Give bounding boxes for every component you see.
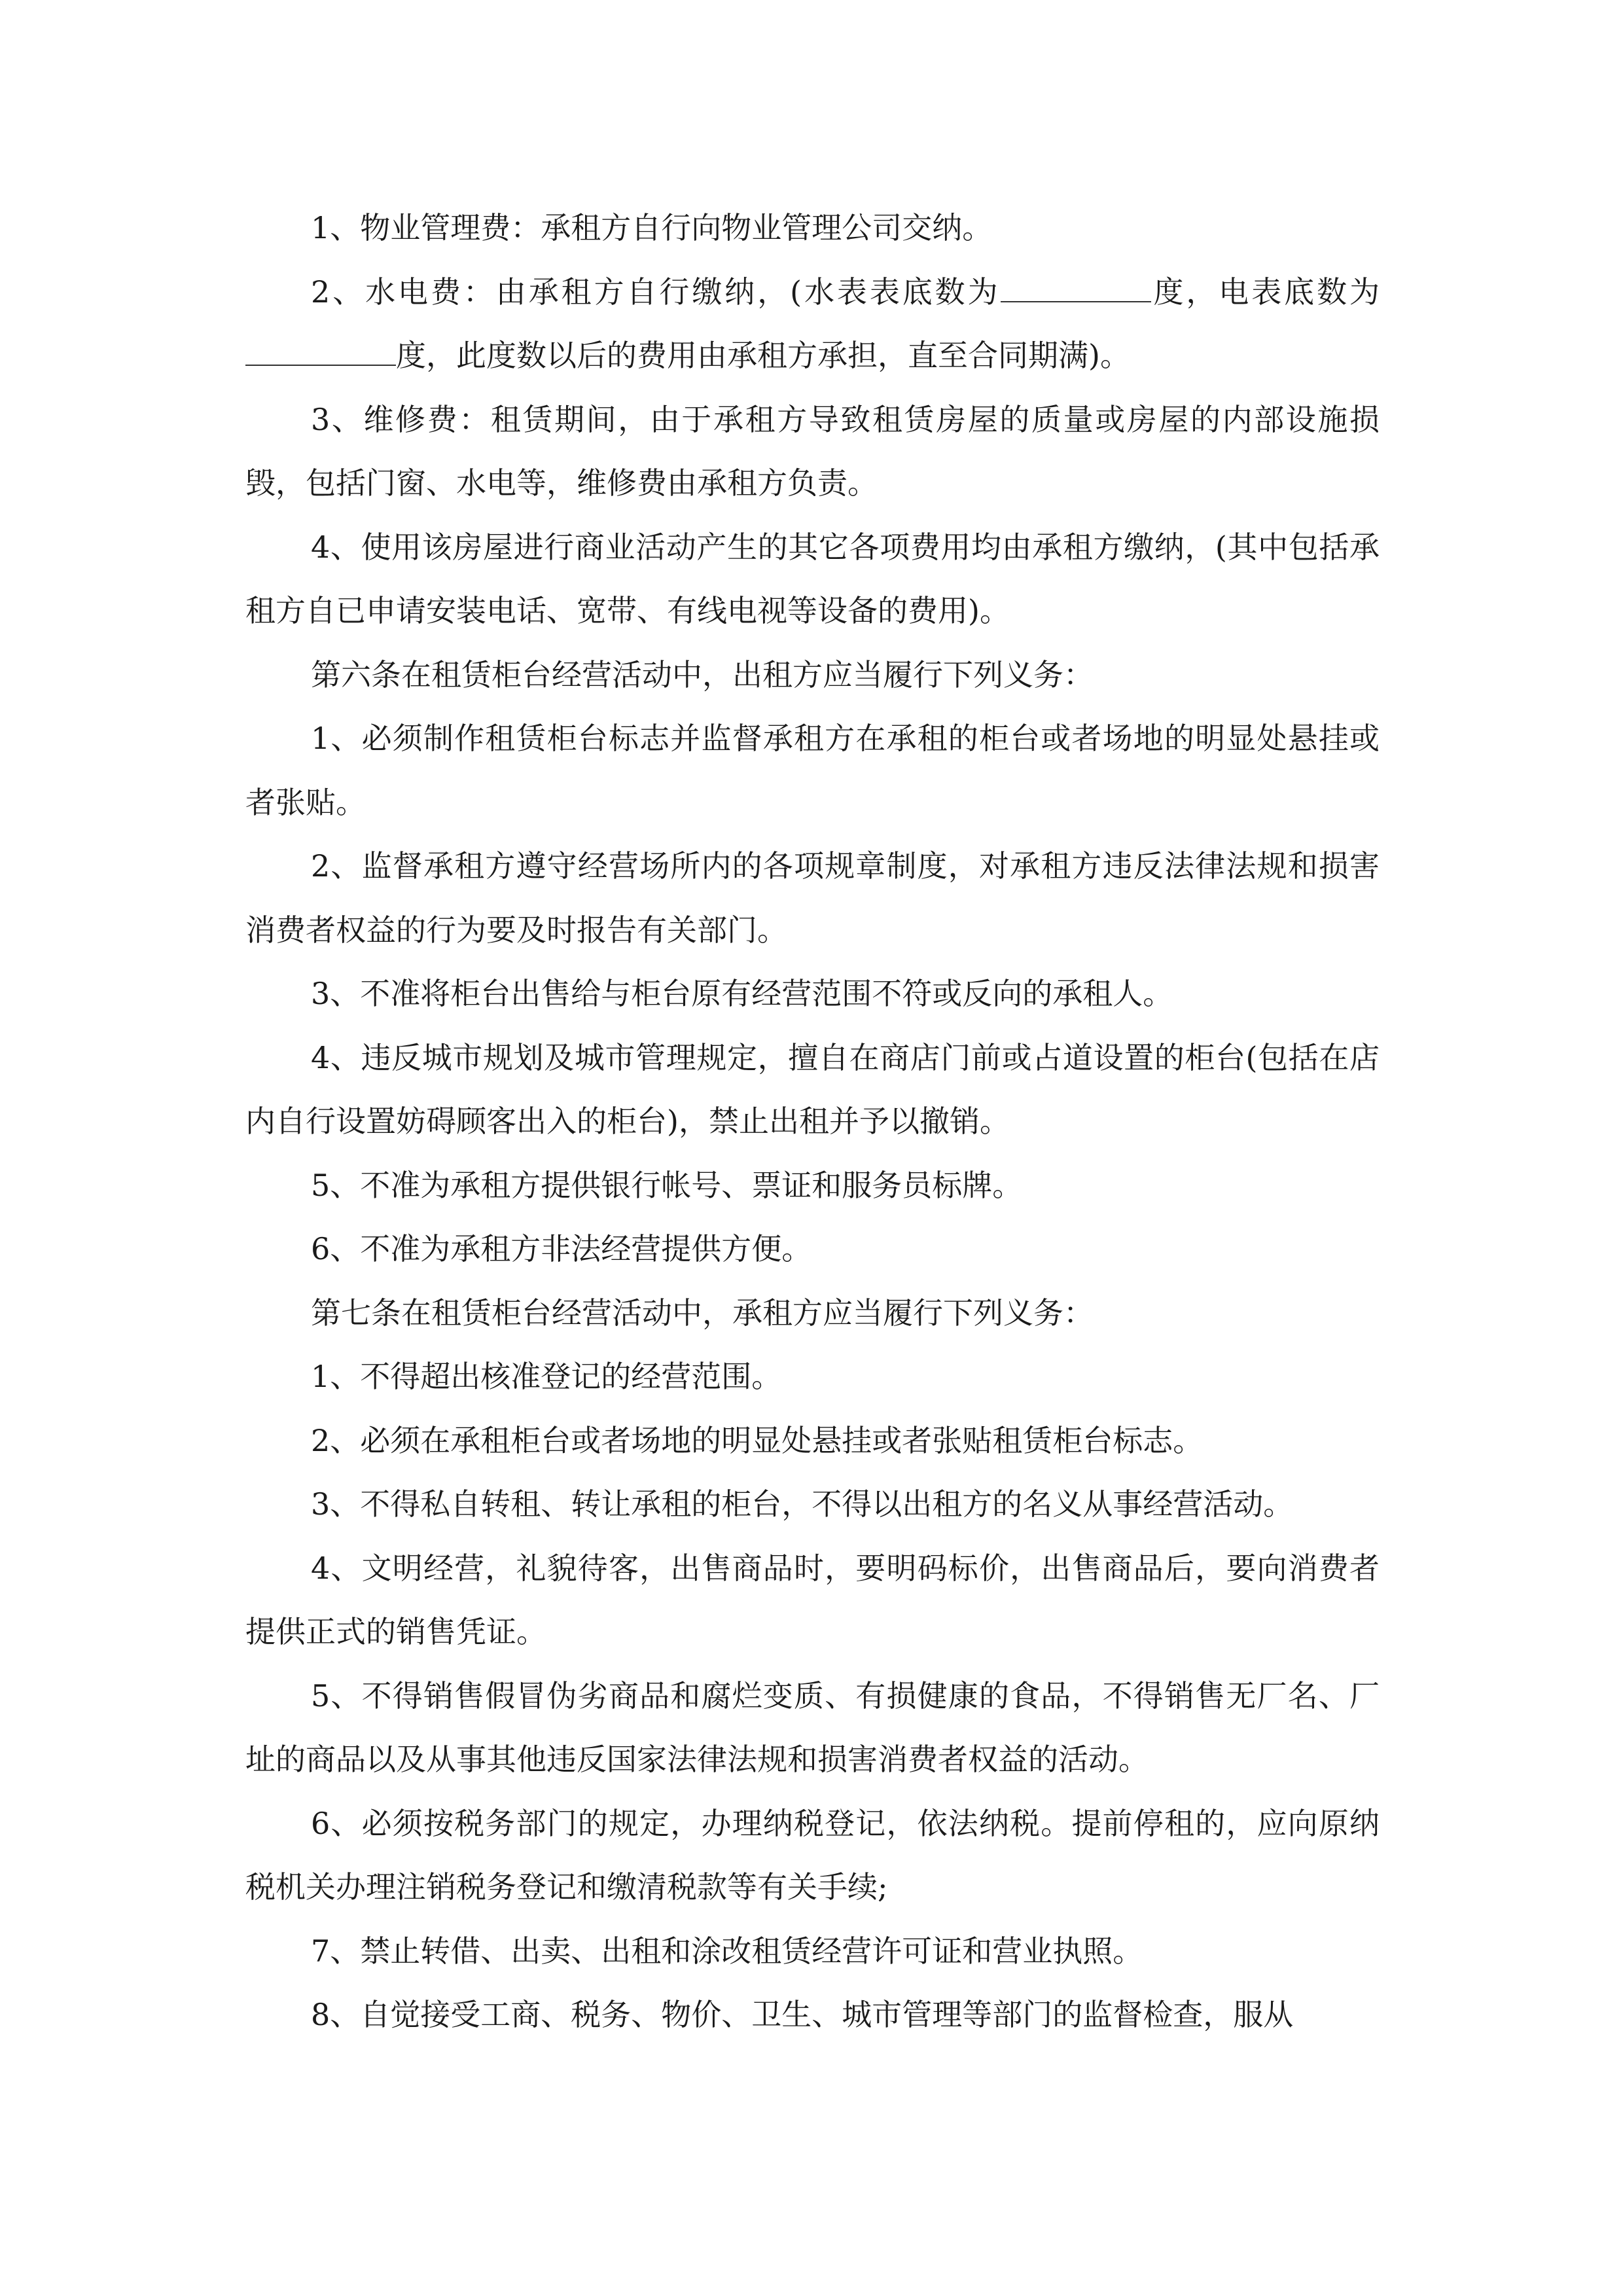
lessee-duty-1: 1、不得超出核准登记的经营范围。 xyxy=(311,1359,782,1394)
electric-meter-blank[interactable] xyxy=(245,338,396,366)
lessee-duty-5: 5、不得销售假冒伪劣商品和腐烂变质、有损健康的食品，不得销售无厂名、厂址的商品以及从事其他违反国家法律法规和损害消费者权益的活动。 xyxy=(245,1677,1380,1777)
lessee-duty-3: 3、不得私自转租、转让承租的柜台，不得以出租方的名义从事经营活动。 xyxy=(311,1486,1294,1522)
article-seven-heading: 第七条在租赁柜台经营活动中，承租方应当履行下列义务： xyxy=(311,1295,1094,1331)
utilities-text-middle: 度，电表底数为 xyxy=(1150,274,1380,310)
lessor-duty-2: 2、监督承租方遵守经营场所内的各项规章制度，对承租方违反法律法规和损害消费者权益的行为要及时报告有关部门。 xyxy=(245,848,1380,948)
paragraph-fee-property: 1、物业管理费：承租方自行向物业管理公司交纳。 xyxy=(311,210,993,245)
lessee-duty-7: 7、禁止转借、出卖、出租和涂改租赁经营许可证和营业执照。 xyxy=(311,1933,1143,1969)
utilities-text-after: 度，此度数以后的费用由承租方承担，直至合同期满)。 xyxy=(396,338,1130,373)
paragraph-fee-repair: 3、维修费：租赁期间，由于承租方导致租赁房屋的质量或房屋的内部设施损毁，包括门窗、水电等，维修费由承租方负责。 xyxy=(245,401,1380,501)
lessee-duty-6: 6、必须按税务部门的规定，办理纳税登记，依法纳税。提前停租的，应向原纳税机关办理注销税务登记和缴清税款等有关手续; xyxy=(245,1805,1380,1905)
lessee-duty-4: 4、文明经营，礼貌待客，出售商品时，要明码标价，出售商品后，要向消费者提供正式的销售凭证。 xyxy=(245,1550,1380,1649)
lessee-duty-2: 2、必须在承租柜台或者场地的明显处悬挂或者张贴租赁柜台标志。 xyxy=(311,1422,1204,1458)
lessor-duty-1: 1、必须制作租赁柜台标志并监督承租方在承租的柜台或者场地的明显处悬挂或者张贴。 xyxy=(245,721,1380,820)
lessor-duty-5: 5、不准为承租方提供银行帐号、票证和服务员标牌。 xyxy=(311,1167,1023,1203)
lessee-duty-8: 8、自觉接受工商、税务、物价、卫生、城市管理等部门的监督检查，服从 xyxy=(311,1997,1294,2032)
utilities-text-before: 2、水电费：由承租方自行缴纳，(水表表底数为 xyxy=(311,274,1001,310)
paragraph-fee-other: 4、使用该房屋进行商业活动产生的其它各项费用均由承租方缴纳，(其中包括承租方自已申请安装电话、宽带、有线电视等设备的费用)。 xyxy=(245,529,1380,628)
water-meter-blank[interactable] xyxy=(1001,275,1151,302)
lessor-duty-4: 4、违反城市规划及城市管理规定，擅自在商店门前或占道设置的柜台(包括在店内自行设置妨碍顾客出入的柜台)，禁止出租并予以撤销。 xyxy=(245,1039,1380,1139)
lessor-duty-3: 3、不准将柜台出售给与柜台原有经营范围不符或反向的承租人。 xyxy=(311,976,1173,1011)
lessor-duty-6: 6、不准为承租方非法经营提供方便。 xyxy=(311,1231,812,1266)
paragraph-fee-utilities xyxy=(245,260,1380,388)
article-six-heading: 第六条在租赁柜台经营活动中，出租方应当履行下列义务： xyxy=(311,656,1094,692)
